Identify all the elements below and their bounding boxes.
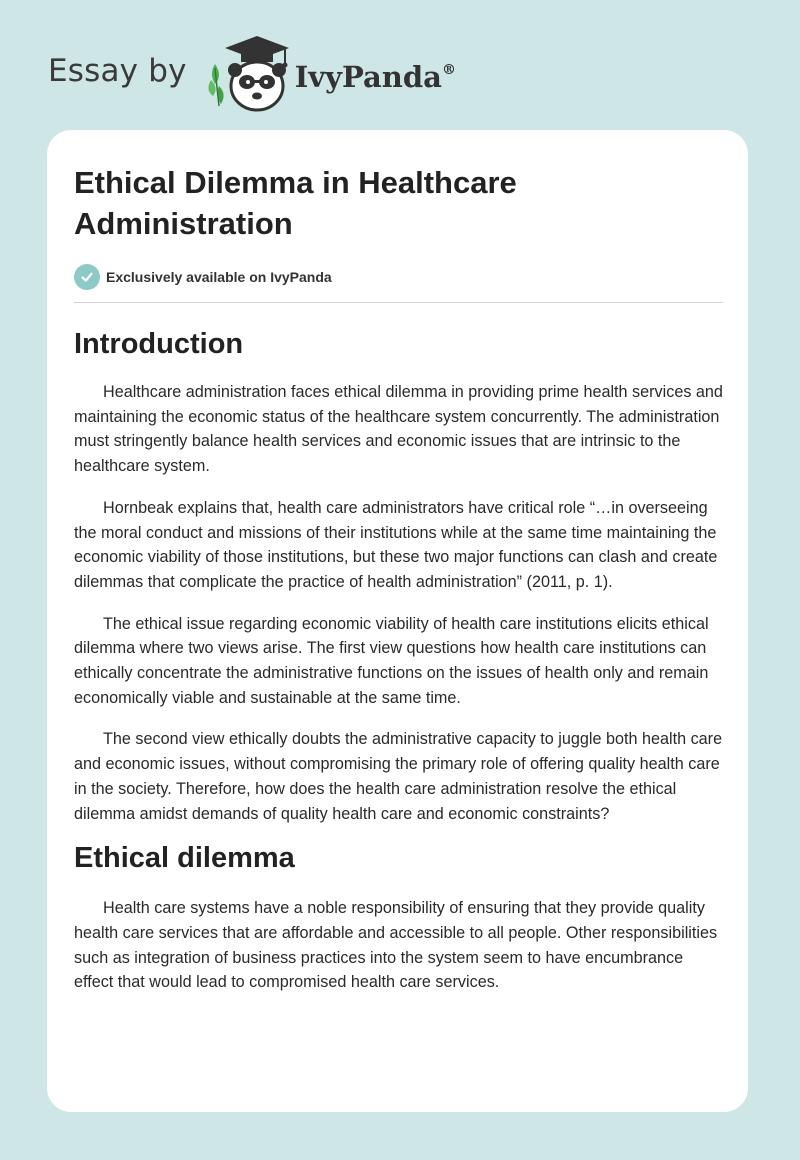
paragraph: Health care systems have a noble responsibility of ensuring that they provide quality health care services that are affordable and accessible to all people. Other responsibilities such as integration of business practices into the system seem to have encumbrance effect that would lead to compromised health care services. bbox=[74, 899, 718, 992]
brand-name bbox=[295, 60, 456, 94]
check-circle-icon bbox=[74, 264, 100, 290]
divider bbox=[74, 302, 723, 303]
section-heading-ethical-dilemma: Ethical dilemma bbox=[74, 842, 295, 875]
brand-prefix: Essay by bbox=[48, 53, 187, 89]
essay-card bbox=[47, 130, 748, 1112]
exclusive-badge bbox=[74, 264, 332, 290]
ivy-leaf-icon bbox=[208, 64, 223, 106]
exclusive-badge-label: Exclusively available on IvyPanda bbox=[106, 269, 332, 285]
page-title: Ethical Dilemma in Healthcare Administration bbox=[74, 165, 517, 241]
paragraph: Healthcare administration faces ethical dilemma in providing prime health services and maintaining the economic status of the healthcare system concurrently. The administration must stringently balance health services and economic issues that are intrinsic to the healthcare system. bbox=[74, 383, 723, 476]
paragraph: The ethical issue regarding economic viability of health care institutions elicits ethical dilemma where two views arise. The first view questions how health care institutions can ethically concentrate the administrative functions on the issues of health only and remain economically viable and sustainable at the same time. bbox=[74, 614, 709, 707]
paragraph: Hornbeak explains that, health care administrators have critical role “…in overseeing the moral conduct and missions of their institutions while at the same time maintaining the economic viability of those institutions, but these two major functions can clash and create dilemmas that complicate the practice of health administration” (2011, p. 1). bbox=[74, 498, 718, 591]
paragraph: The second view ethically doubts the administrative capacity to juggle both health care and economic issues, without compromising the primary role of offering quality health care in the society. Therefore, how does the health care administration resolve the ethical dilemma amidst demands of quality health care and economic constraints? bbox=[74, 730, 723, 823]
registered-mark: ® bbox=[441, 62, 456, 78]
essay-body bbox=[74, 326, 726, 995]
panda-graduate-logo-icon bbox=[205, 34, 293, 114]
brand-header[interactable] bbox=[48, 34, 456, 114]
section-heading-introduction: Introduction bbox=[74, 328, 244, 360]
brand-name-text: IvyPanda bbox=[294, 60, 442, 94]
